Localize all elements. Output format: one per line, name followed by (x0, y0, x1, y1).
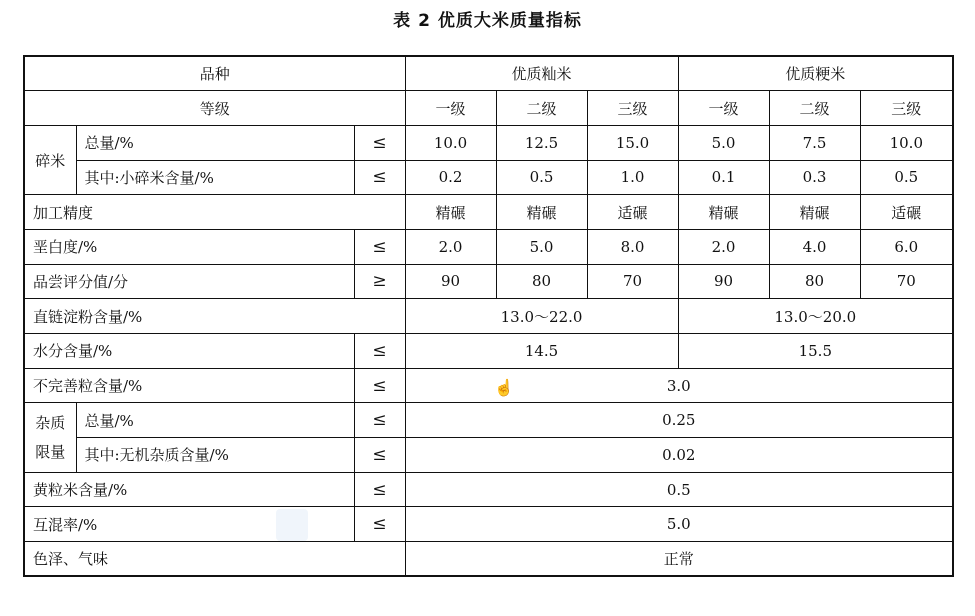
row-label: 总量/% (76, 403, 354, 438)
value-cell: 5.0 (405, 507, 953, 542)
impurity-group-label (24, 403, 76, 472)
hand-cursor-icon: ☝ (494, 378, 514, 397)
row-label: 水分含量/% (24, 334, 354, 369)
table-row-impurity-inorganic (24, 438, 953, 473)
table-row-chalky (24, 229, 953, 264)
value-cell: 0.5 (405, 472, 953, 507)
broken-group-label: 碎米 (24, 125, 76, 194)
value-cell: 精碾 (496, 195, 587, 230)
table-row-moisture (24, 334, 953, 369)
grade-label: 等级 (24, 91, 405, 126)
table-row-yellow (24, 472, 953, 507)
value-cell: 13.0～22.0 (405, 299, 678, 334)
header-row-grade (24, 91, 953, 126)
row-label: 色泽、气味 (24, 542, 405, 577)
value-cell: 精碾 (405, 195, 496, 230)
row-label: 加工精度 (24, 195, 405, 230)
row-label: 黄粒米含量/% (24, 472, 354, 507)
table-row-color (24, 542, 953, 577)
value-cell: 8.0 (587, 229, 678, 264)
table-row-milling (24, 195, 953, 230)
table-row-impurity-total (24, 403, 953, 438)
row-label: 互混率/% (24, 507, 354, 542)
grade-cell: 二级 (496, 91, 587, 126)
value-cell: 15.0 (587, 125, 678, 160)
impurity-group-line: 杂质 (35, 414, 66, 433)
value-cell: 2.0 (678, 229, 769, 264)
value-cell: 6.0 (860, 229, 953, 264)
comparison-symbol: ≤ (354, 507, 405, 542)
impurity-group-line: 限量 (35, 442, 66, 461)
indica-header: 优质籼米 (405, 56, 678, 91)
value-cell: 70 (860, 264, 953, 299)
comparison-symbol: ≥ (354, 264, 405, 299)
value-cell: 1.0 (587, 160, 678, 195)
row-label: 总量/% (76, 125, 354, 160)
value-cell: 适碾 (860, 195, 953, 230)
table-row-mix (24, 507, 953, 542)
value-cell: 0.2 (405, 160, 496, 195)
table-row-taste (24, 264, 953, 299)
value-cell: 0.25 (405, 403, 953, 438)
value-cell: 3.0 (405, 368, 953, 403)
value-cell: 0.1 (678, 160, 769, 195)
comparison-symbol: ≤ (354, 368, 405, 403)
grade-cell: 一级 (678, 91, 769, 126)
row-label: 直链淀粉含量/% (24, 299, 405, 334)
row-label: 其中:无机杂质含量/% (76, 438, 354, 473)
table-row-imperfect (24, 368, 953, 403)
value-cell: 5.0 (496, 229, 587, 264)
value-cell: 2.0 (405, 229, 496, 264)
value-cell: 精碾 (769, 195, 860, 230)
comparison-symbol: ≤ (354, 229, 405, 264)
grade-cell: 三级 (860, 91, 953, 126)
value-cell: 70 (587, 264, 678, 299)
value-cell: 90 (678, 264, 769, 299)
grade-cell: 二级 (769, 91, 860, 126)
watermark-icon (276, 509, 308, 541)
value-cell: 4.0 (769, 229, 860, 264)
value-cell: 15.5 (678, 334, 953, 369)
variety-label: 品种 (24, 56, 405, 91)
rice-quality-table (23, 55, 954, 577)
value-cell: 7.5 (769, 125, 860, 160)
value-cell: 5.0 (678, 125, 769, 160)
comparison-symbol: ≤ (354, 438, 405, 473)
value-cell: 0.5 (860, 160, 953, 195)
value-cell: 0.3 (769, 160, 860, 195)
value-cell: 10.0 (860, 125, 953, 160)
table-row-broken-total (24, 125, 953, 160)
value-cell: 10.0 (405, 125, 496, 160)
value-cell: 精碾 (678, 195, 769, 230)
value-cell: 适碾 (587, 195, 678, 230)
table-row-broken-small (24, 160, 953, 195)
grade-cell: 一级 (405, 91, 496, 126)
comparison-symbol: ≤ (354, 334, 405, 369)
row-label: 品尝评分值/分 (24, 264, 354, 299)
row-label: 不完善粒含量/% (24, 368, 354, 403)
table-row-amylose (24, 299, 953, 334)
value-cell: 90 (405, 264, 496, 299)
row-label: 其中:小碎米含量/% (76, 160, 354, 195)
table-title: 表 2 优质大米质量指标 (393, 11, 582, 31)
value-cell: 0.5 (496, 160, 587, 195)
comparison-symbol: ≤ (354, 160, 405, 195)
value-cell: 0.02 (405, 438, 953, 473)
header-row-variety (24, 56, 953, 91)
row-label: 垩白度/% (24, 229, 354, 264)
value-cell: 80 (769, 264, 860, 299)
comparison-symbol: ≤ (354, 472, 405, 507)
value-cell: 13.0～20.0 (678, 299, 953, 334)
grade-cell: 三级 (587, 91, 678, 126)
value-cell: 正常 (405, 542, 953, 577)
value-cell: 14.5 (405, 334, 678, 369)
value-cell: 12.5 (496, 125, 587, 160)
value-cell: 80 (496, 264, 587, 299)
comparison-symbol: ≤ (354, 403, 405, 438)
comparison-symbol: ≤ (354, 125, 405, 160)
japonica-header: 优质粳米 (678, 56, 953, 91)
